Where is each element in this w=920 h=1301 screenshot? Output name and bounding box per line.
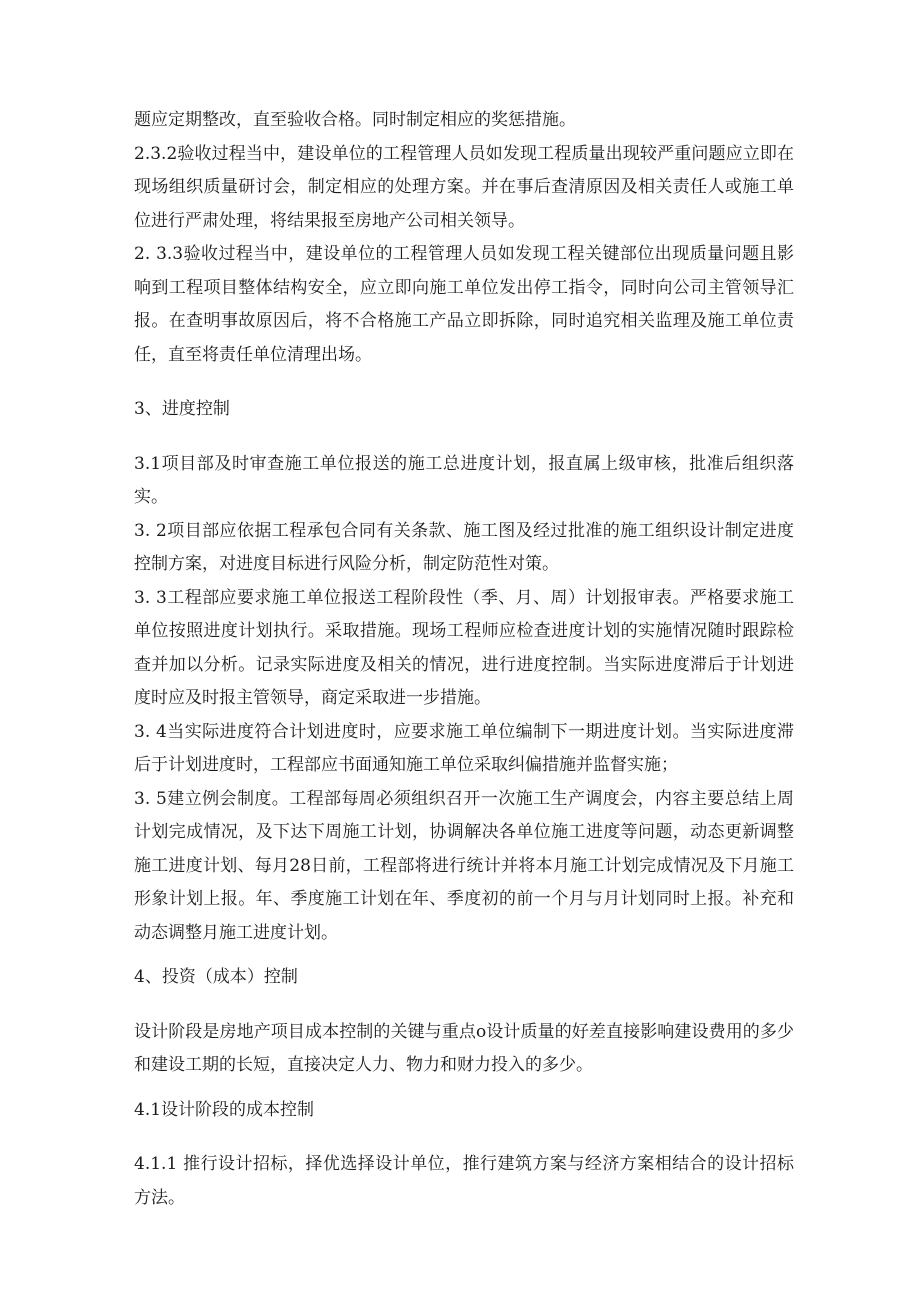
paragraph-2-3-3: 2. 3.3验收过程当中，建设单位的工程管理人员如发现工程关键部位出现质量问题且影响到工程项目整体结构安全，应立即向施工单位发出停工指令，同时向公司主管领导汇报。在查明事故原因后，将不合格施工产品立即拆除，同时追究相关监理及施工单位责任，直至将责任单位清理出场。 (134, 244, 794, 365)
paragraph-3-4: 3. 4当实际进度符合计划进度时，应要求施工单位编制下一期进度计划。当实际进度滞后于计划进度时，工程部应书面通知施工单位采取纠偏措施并监督实施； (134, 721, 794, 775)
section-heading-schedule-control: 3、进度控制 (134, 399, 230, 419)
paragraph-continuation: 题应定期整改，直至验收合格。同时制定相应的奖惩措施。 (134, 110, 576, 130)
document-body (134, 104, 794, 1215)
paragraph-4-1-1: 4.1.1 推行设计招标，择优选择设计单位，推行建筑方案与经济方案相结合的设计招标方法。 (134, 1154, 794, 1208)
paragraph-3-3: 3. 3工程部应要求施工单位报送工程阶段性（季、月、周）计划报审表。严格要求施工单位按照进度计划执行。采取措施。现场工程师应检查进度计划的实施情况随时跟踪检查并加以分析。记录实际进度及相关的情况，进行进度控制。当实际进度滞后于计划进度时应及时报主管领导，商定采取进一步措施。 (134, 587, 794, 708)
paragraph-3-2: 3. 2项目部应依据工程承包合同有关条款、施工图及经过批准的施工组织设计制定进度控制方案，对进度目标进行风险分析，制定防范性对策。 (134, 520, 794, 574)
paragraph-3-5: 3. 5建立例会制度。工程部每周必须组织召开一次施工生产调度会，内容主要总结上周计划完成情况，及下达下周施工计划，协调解决各单位施工进度等问题，动态更新调整施工进度计划、每月28日前，工程部将进行统计并将本月施工计划完成情况及下月施工形象计划上报。年、季度施工计划在年、季度初的前一个月与月计划同时上报。补充和动态调整月施工进度计划。 (134, 788, 794, 943)
paragraph-design-stage-intro: 设计阶段是房地产项目成本控制的关键与重点o设计质量的好差直接影响建设费用的多少和建设工期的长短，直接决定人力、物力和财力投入的多少。 (134, 1021, 794, 1075)
paragraph-3-1: 3.1项目部及时审查施工单位报送的施工总进度计划，报直属上级审核，批准后组织落实。 (134, 453, 794, 507)
section-heading-cost-control: 4、投资（成本）控制 (134, 967, 298, 987)
subheading-4-1: 4.1设计阶段的成本控制 (134, 1099, 315, 1120)
paragraph-2-3-2: 2.3.2验收过程当中，建设单位的工程管理人员如发现工程质量出现较严重问题应立即在现场组织质量研讨会，制定相应的处理方案。并在事后查清原因及相关责任人或施工单位进行严肃处理，将结果报至房地产公司相关领导。 (134, 143, 794, 231)
